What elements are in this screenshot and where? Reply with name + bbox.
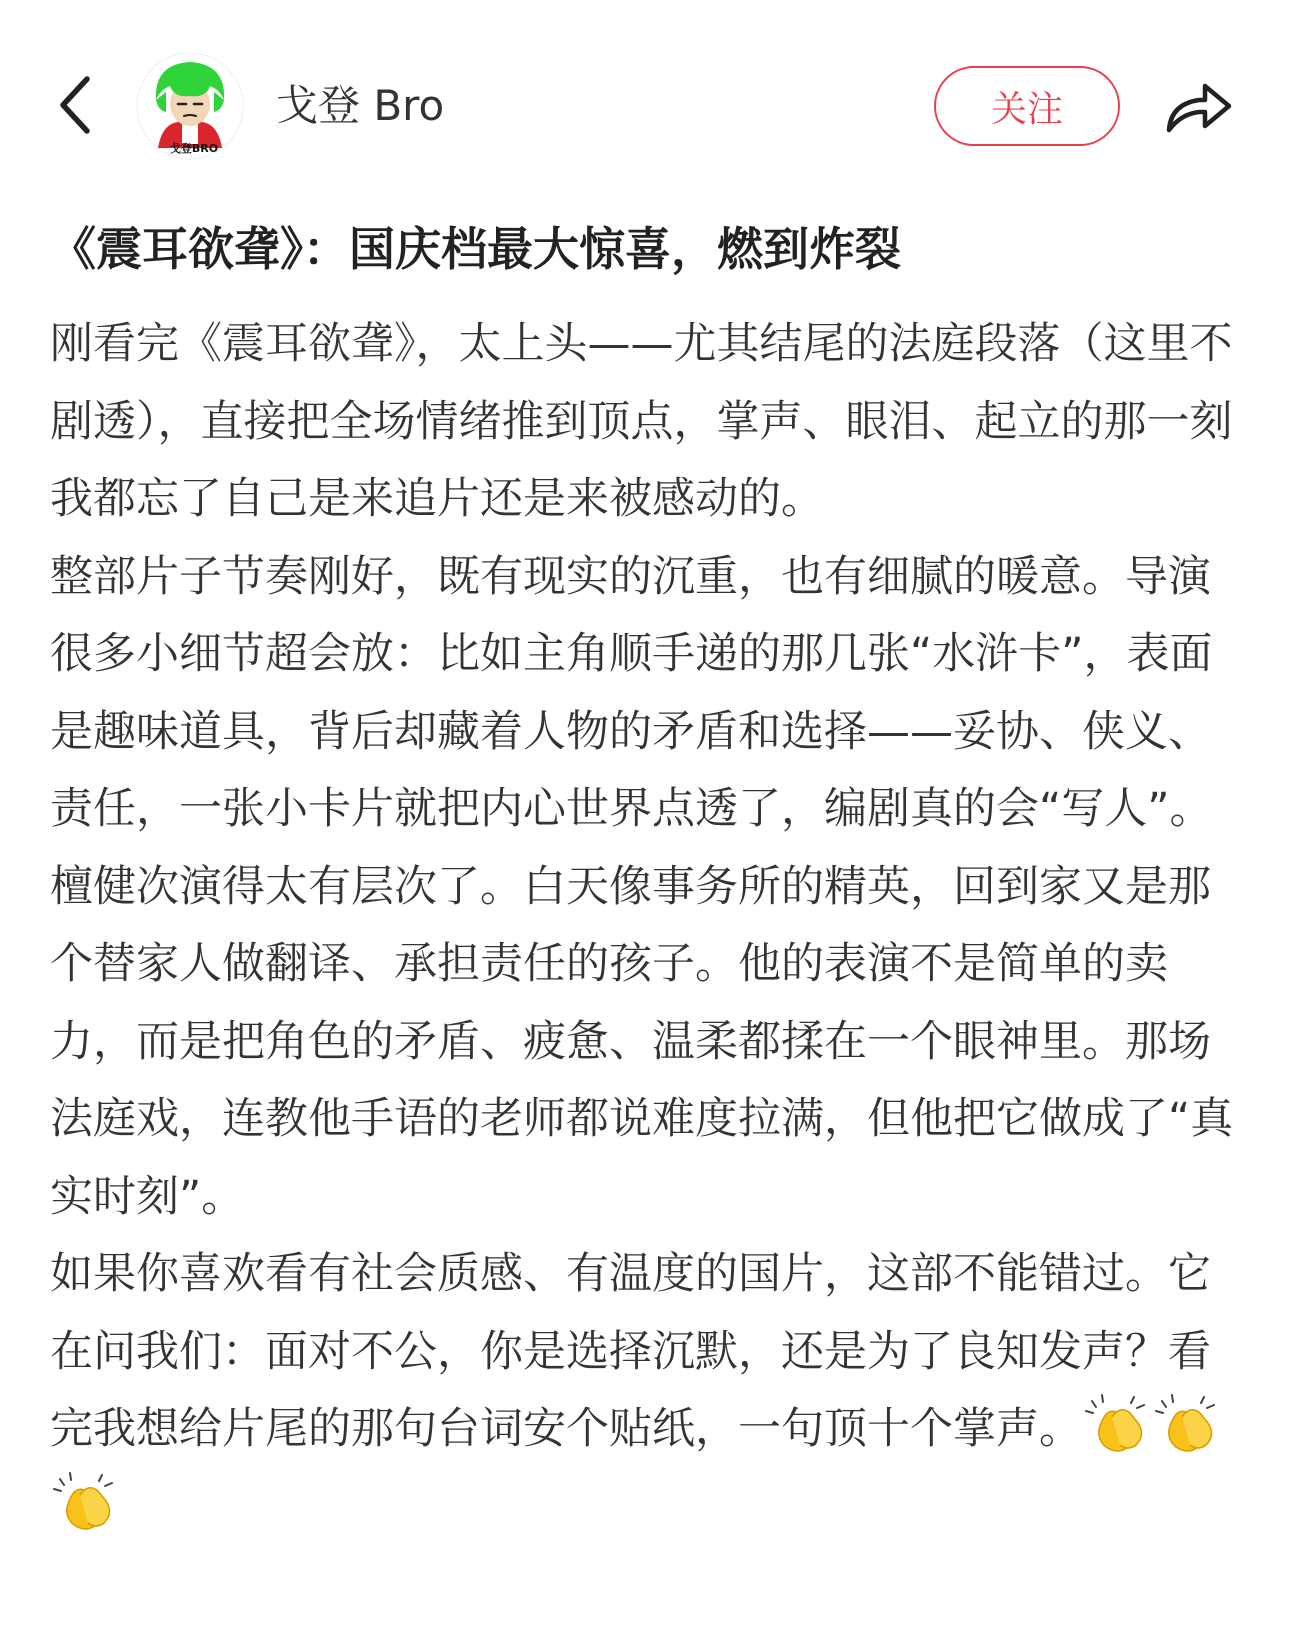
avatar[interactable] xyxy=(136,52,244,160)
share-button[interactable] xyxy=(1160,72,1238,140)
post-paragraph-final xyxy=(50,1236,1240,1546)
avatar-caption: 戈登BRO xyxy=(169,142,219,155)
post-paragraph: 刚看完《震耳欲聋》，太上头——尤其结尾的法庭段落（这里不剧透），直接把全场情绪推到顶点，掌声、眼泪、起立的那一刻我都忘了自己是来追片还是来被感动的。 xyxy=(50,319,1233,524)
clapping-hands-icon xyxy=(50,1469,120,1535)
clapping-hands-icon xyxy=(1082,1391,1152,1457)
avatar-cartoon-image xyxy=(136,52,244,160)
post-paragraph: 整部片子节奏刚好，既有现实的沉重，也有细腻的暖意。导演很多小细节超会放：比如主角顺手递的那几张“水浒卡”，表面是趣味道具，背后却藏着人物的矛盾和选择——妥协、侠义、责任，一张小卡片就把内心世界点透了，编剧真的会“写人”。 xyxy=(50,551,1213,834)
share-arrow-icon xyxy=(1165,78,1233,134)
post-header xyxy=(0,0,1290,190)
author-name[interactable]: 戈登 Bro xyxy=(276,81,445,130)
post-title: 《震耳欲聋》：国庆档最大惊喜，燃到炸裂 xyxy=(50,222,901,276)
post-body xyxy=(50,306,1240,1546)
follow-button[interactable]: 关注 xyxy=(934,66,1120,146)
back-button[interactable] xyxy=(48,72,102,138)
post-paragraph: 檀健次演得太有层次了。白天像事务所的精英，回到家又是那个替家人做翻译、承担责任的孩子。他的表演不是简单的卖力，而是把角色的矛盾、疲惫、温柔都揉在一个眼神里。那场法庭戏，连教他手语的老师都说难度拉满，但他把它做成了“真实时刻”。 xyxy=(50,861,1234,1222)
clapping-hands-icon xyxy=(1152,1391,1222,1457)
chevron-left-icon xyxy=(55,75,95,135)
post-paragraph-text: 如果你喜欢看有社会质感、有温度的国片，这部不能错过。它在问我们：面对不公，你是选择沉默，还是为了良知发声？看完我想给片尾的那句台词安个贴纸，一句顶十个掌声。 xyxy=(50,1249,1211,1454)
